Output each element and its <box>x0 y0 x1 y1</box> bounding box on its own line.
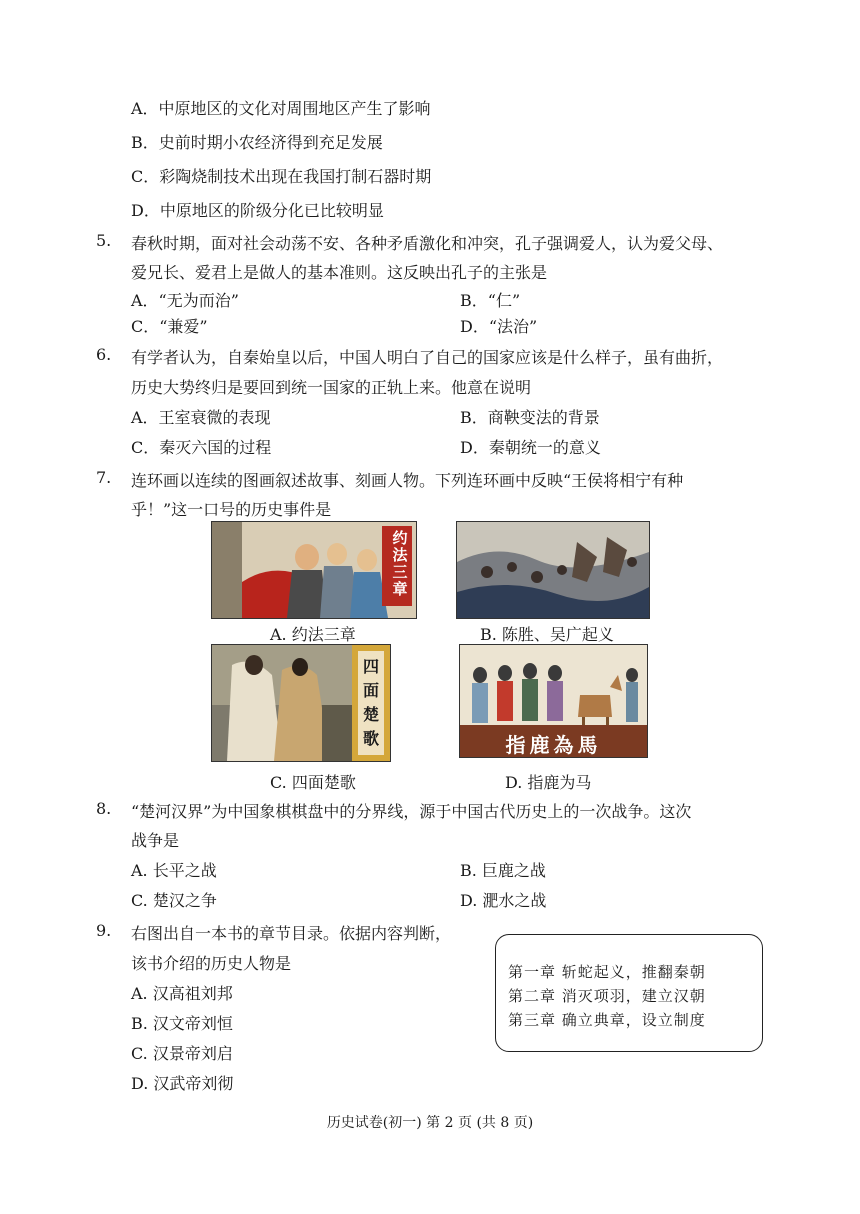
comic-image-a <box>211 521 417 619</box>
comic-image-c <box>211 644 391 762</box>
comic-image-d-title: 指鹿為馬 <box>505 733 602 757</box>
q8-option-d: D. 淝水之战 <box>460 891 547 910</box>
q9-option-b: B. 汉文帝刘恒 <box>131 1014 233 1033</box>
toc-chapter-3: 第三章 确立典章，设立制度 <box>508 1011 706 1029</box>
comic-image-b <box>456 521 650 619</box>
q9-option-d: D. 汉武帝刘彻 <box>131 1074 234 1093</box>
q7-caption-c: C. 四面楚歌 <box>270 773 356 792</box>
q4-option-d: D．中原地区的阶级分化已比较明显 <box>131 201 384 220</box>
q4-option-b: B．史前时期小农经济得到充足发展 <box>131 133 383 152</box>
table-of-contents-box <box>495 934 763 1052</box>
q9-option-a: A. 汉高祖刘邦 <box>131 984 233 1003</box>
q7-caption-d: D. 指鹿为马 <box>505 773 592 792</box>
q5-option-a: A．“无为而治” <box>131 291 239 310</box>
q9-number: 9. <box>96 921 112 940</box>
q7-number: 7. <box>96 468 112 487</box>
comic-image-a-title: 约法三章 <box>392 529 408 598</box>
q5-stem-line2: 爱兄长、爱君上是做人的基本准则。这反映出孔子的主张是 <box>131 263 548 282</box>
q8-option-a: A. 长平之战 <box>131 861 217 880</box>
q6-stem-line1: 有学者认为，自秦始皇以后，中国人明白了自己的国家应该是什么样子，虽有曲折， <box>131 348 724 367</box>
q5-option-c: C．“兼爱” <box>131 317 208 336</box>
q5-option-d: D．“法治” <box>460 317 538 336</box>
q8-option-b: B. 巨鹿之战 <box>460 861 546 880</box>
q6-stem-line2: 历史大势终归是要回到统一国家的正轨上来。他意在说明 <box>131 378 532 397</box>
q8-stem-line1: “楚河汉界”为中国象棋棋盘中的分界线，源于中国古代历史上的一次战争。这次 <box>131 802 692 821</box>
page-footer: 历史试卷(初一) 第 2 页 (共 8 页) <box>326 1115 534 1131</box>
toc-chapter-2: 第二章 消灭项羽，建立汉朝 <box>508 987 706 1005</box>
q6-number: 6. <box>96 345 112 364</box>
comic-image-c-title: 四面楚歌 <box>362 657 379 748</box>
q8-number: 8. <box>96 799 112 818</box>
q5-option-b: B．“仁” <box>460 291 521 310</box>
q8-option-c: C. 楚汉之争 <box>131 891 217 910</box>
q9-option-c: C. 汉景帝刘启 <box>131 1044 233 1063</box>
q6-option-a: A．王室衰微的表现 <box>131 408 271 427</box>
q6-option-d: D．秦朝统一的意义 <box>460 438 601 457</box>
q7-caption-b: B. 陈胜、吴广起义 <box>480 625 614 644</box>
q5-number: 5. <box>96 231 112 250</box>
q6-option-b: B．商鞅变法的背景 <box>460 408 600 427</box>
q9-stem-line2: 该书介绍的历史人物是 <box>131 954 292 973</box>
q6-option-c: C．秦灭六国的过程 <box>131 438 272 457</box>
q9-stem-line1: 右图出自一本书的章节目录。依据内容判断， <box>131 924 452 943</box>
q7-stem-line1: 连环画以连续的图画叙述故事、刻画人物。下列连环画中反映“王侯将相宁有种 <box>131 471 684 490</box>
comic-image-d <box>459 644 648 758</box>
q8-stem-line2: 战争是 <box>131 831 180 850</box>
toc-chapter-1: 第一章 斩蛇起义，推翻秦朝 <box>508 963 706 981</box>
q5-stem-line1: 春秋时期，面对社会动荡不安、各种矛盾激化和冲突，孔子强调爱人，认为爱父母、 <box>131 234 724 253</box>
q4-option-c: C．彩陶烧制技术出现在我国打制石器时期 <box>131 167 432 186</box>
q4-option-a: A．中原地区的文化对周围地区产生了影响 <box>131 99 431 118</box>
q7-caption-a: A. 约法三章 <box>270 625 356 644</box>
q7-stem-line2: 乎！”这一口号的历史事件是 <box>131 500 332 519</box>
